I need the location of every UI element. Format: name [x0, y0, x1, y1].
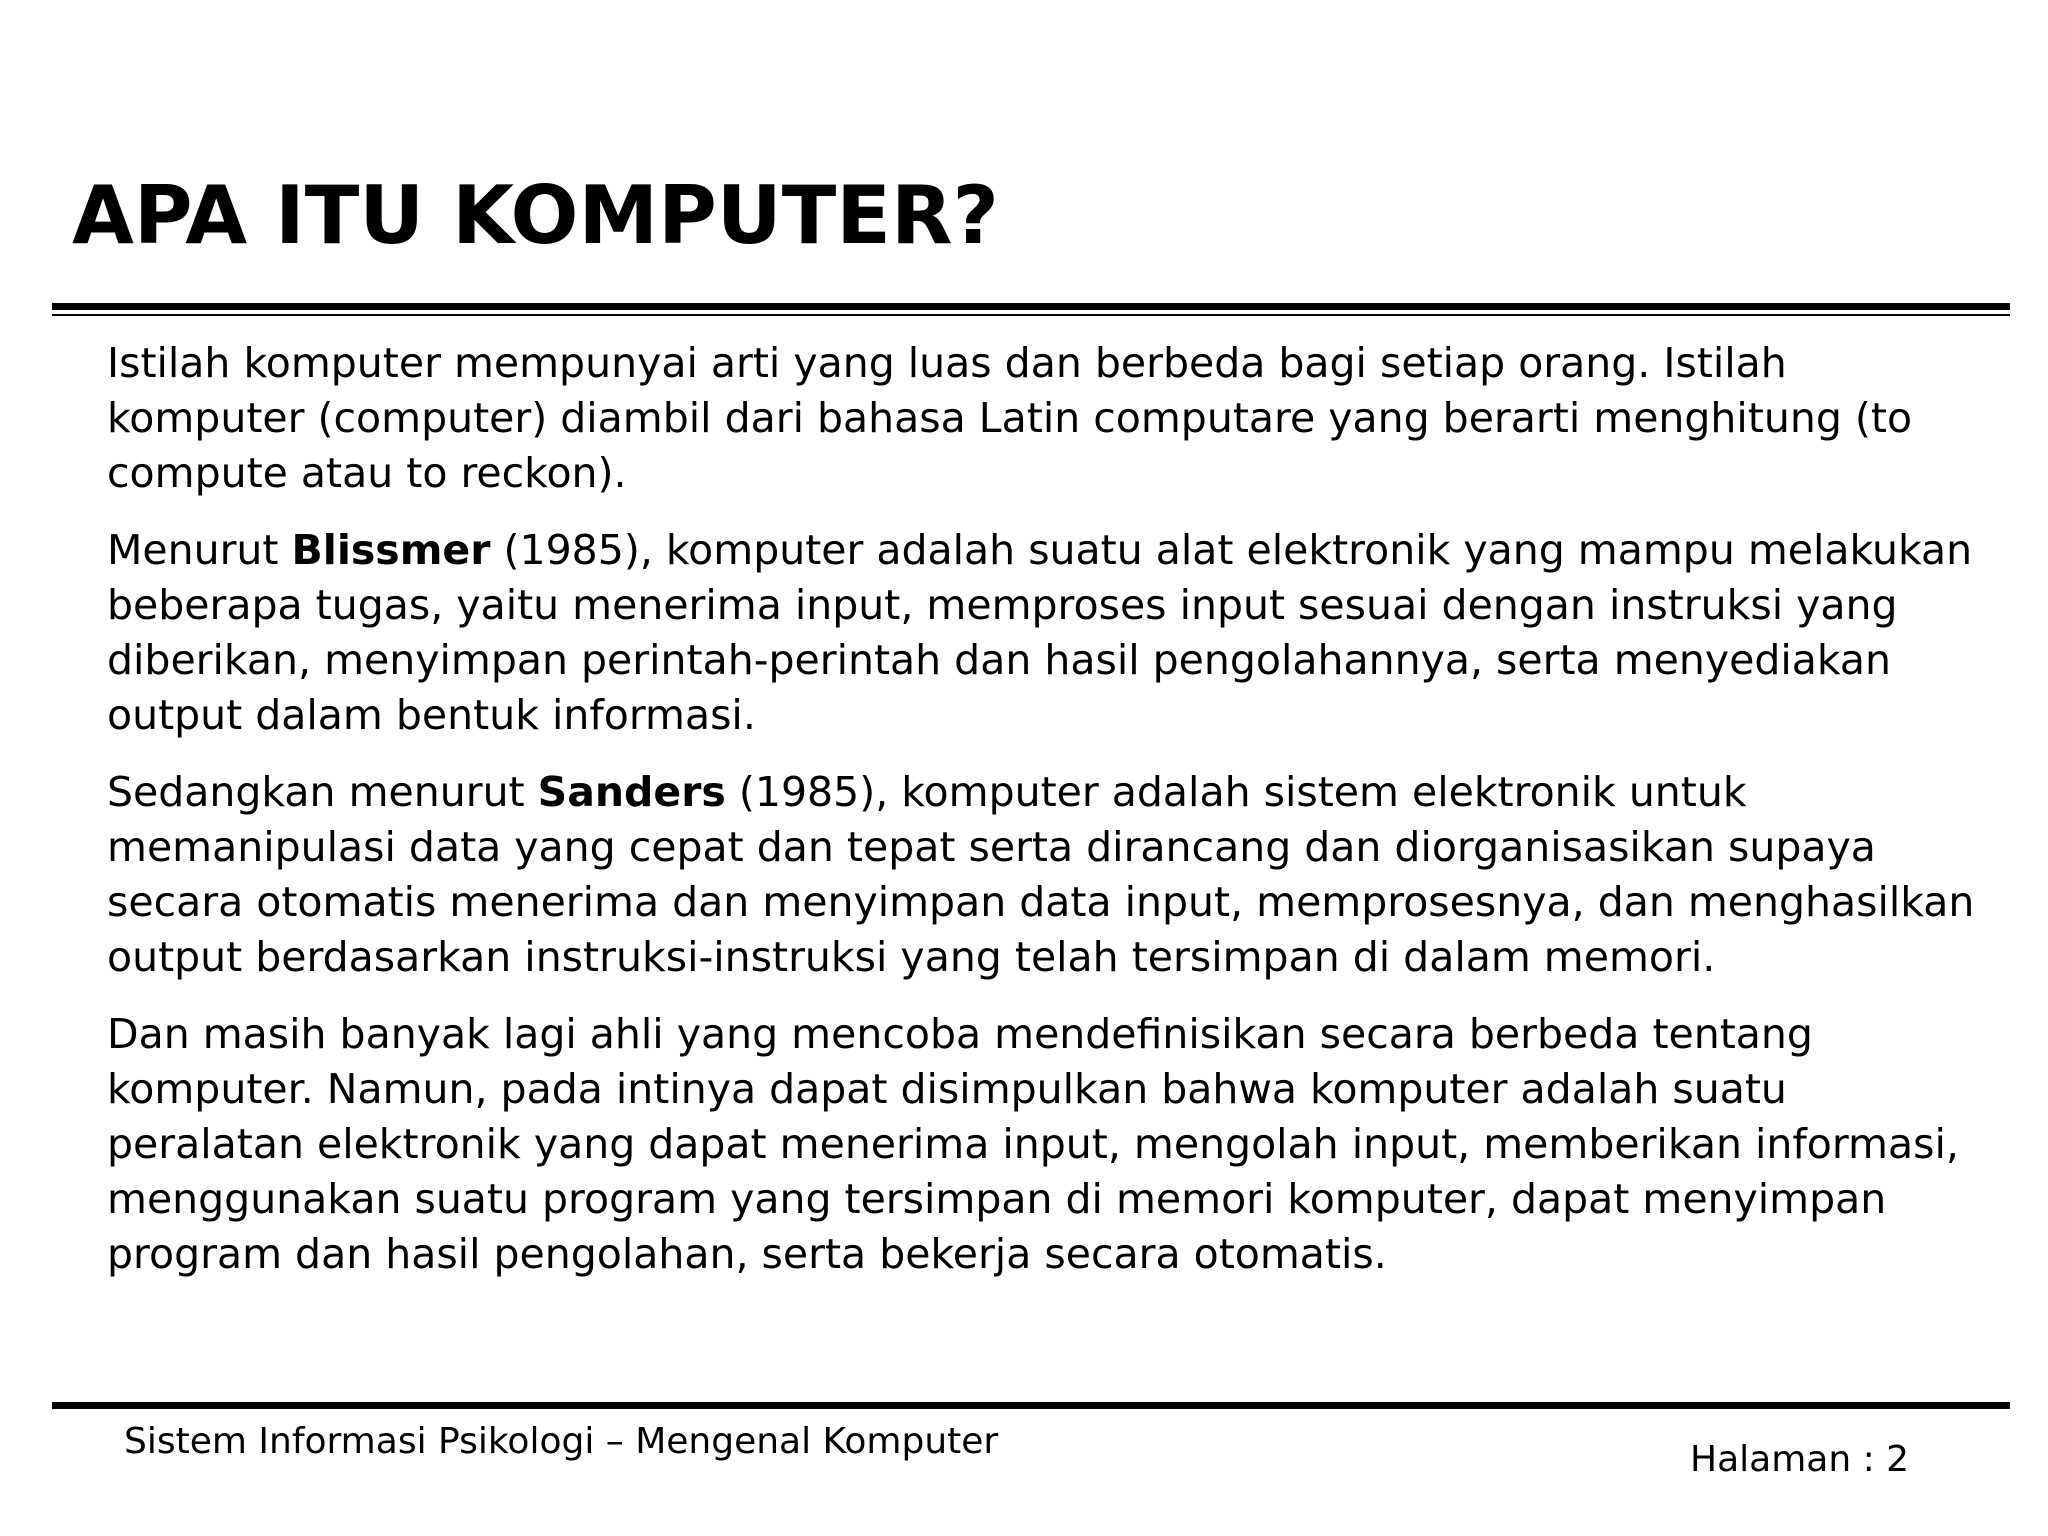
- paragraph-sanders: [107, 765, 1987, 985]
- paragraph-line: diberikan, menyimpan perintah-perintah dan hasil pengolahannya, serta menyediakan: [107, 636, 1892, 684]
- title-rule-thick: [52, 303, 2010, 310]
- line-suffix: (1985), komputer adalah sistem elektronik untuk: [725, 768, 1747, 816]
- title-rule-thin: [52, 314, 2010, 316]
- paragraph-line: [107, 765, 1987, 820]
- paragraph-definition: [107, 336, 1987, 501]
- slide-body: [107, 336, 1987, 1304]
- author-name-blissmer: Blissmer: [291, 526, 491, 574]
- paragraph-conclusion: [107, 1007, 1987, 1282]
- paragraph-line: [107, 523, 1987, 578]
- paragraph-line: komputer (computer) diambil dari bahasa Latin computare yang berarti menghitung (to: [107, 394, 1913, 442]
- paragraph-line: compute atau to reckon).: [107, 449, 627, 497]
- paragraph-line: output berdasarkan instruksi-instruksi yang telah tersimpan di dalam memori.: [107, 933, 1716, 981]
- paragraph-line: komputer. Namun, pada intinya dapat disimpulkan bahwa komputer adalah suatu: [107, 1065, 1787, 1113]
- author-name-sanders: Sanders: [537, 768, 726, 816]
- paragraph-line: Istilah komputer mempunyai arti yang luas dan berbeda bagi setiap orang. Istilah: [107, 339, 1787, 387]
- paragraph-line: memanipulasi data yang cepat dan tepat serta dirancang dan diorganisasikan supaya: [107, 823, 1876, 871]
- footer-page-number: Halaman : 2: [1690, 1439, 1910, 1480]
- footer-rule: [52, 1402, 2010, 1409]
- paragraph-line: output dalam bentuk informasi.: [107, 691, 756, 739]
- paragraph-line: beberapa tugas, yaitu menerima input, memproses input sesuai dengan instruksi yang: [107, 581, 1898, 629]
- footer-course-title: Sistem Informasi Psikologi – Mengenal Komputer: [124, 1421, 999, 1462]
- paragraph-blissmer: [107, 523, 1987, 743]
- paragraph-line: Dan masih banyak lagi ahli yang mencoba mendefinisikan secara berbeda tentang: [107, 1010, 1813, 1058]
- paragraph-line: program dan hasil pengolahan, serta bekerja secara otomatis.: [107, 1230, 1387, 1278]
- line-suffix: (1985), komputer adalah suatu alat elektronik yang mampu melakukan: [490, 526, 1973, 574]
- paragraph-line: menggunakan suatu program yang tersimpan di memori komputer, dapat menyimpan: [107, 1175, 1887, 1223]
- slide-title: APA ITU KOMPUTER?: [72, 169, 999, 262]
- paragraph-line: secara otomatis menerima dan menyimpan data input, memprosesnya, dan menghasilkan: [107, 878, 1975, 926]
- line-prefix: Sedangkan menurut: [107, 768, 538, 816]
- line-prefix: Menurut: [107, 526, 292, 574]
- paragraph-line: peralatan elektronik yang dapat menerima input, mengolah input, memberikan informasi,: [107, 1120, 1959, 1168]
